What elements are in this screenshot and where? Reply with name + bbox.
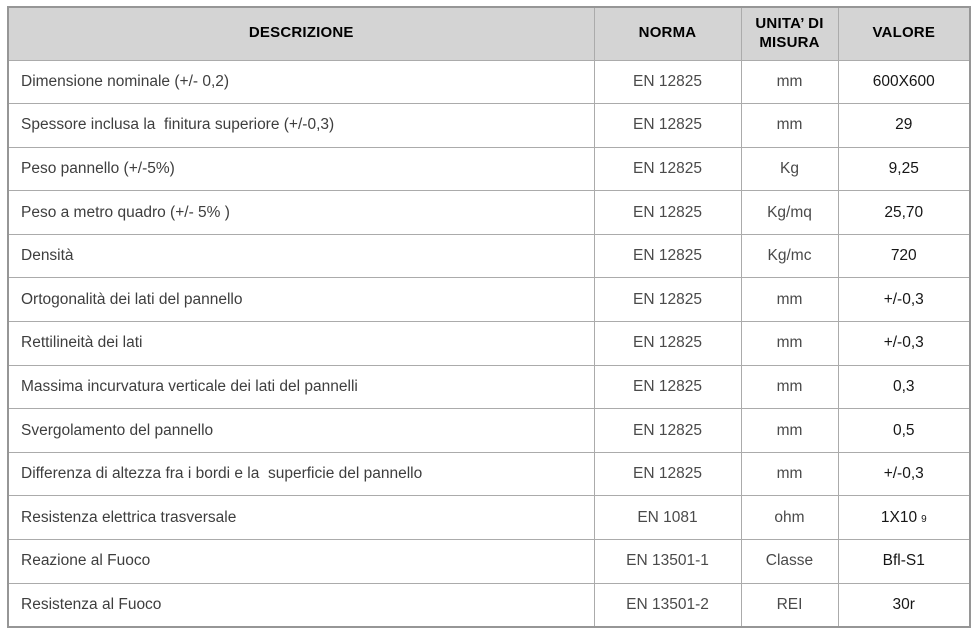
cell-unita: ohm [741,496,838,540]
cell-valore: 1X10 9 [838,496,970,540]
cell-descrizione: Peso pannello (+/-5%) [8,147,594,191]
cell-norma: EN 12825 [594,60,741,104]
cell-unita: mm [741,322,838,366]
table-row [8,322,970,366]
cell-unita: mm [741,104,838,148]
cell-valore: Bfl-S1 [838,540,970,584]
table-row [8,104,970,148]
header-descrizione: DESCRIZIONE [8,7,594,60]
cell-unita: REI [741,583,838,627]
cell-norma: EN 12825 [594,365,741,409]
cell-unita: mm [741,452,838,496]
cell-norma: EN 12825 [594,104,741,148]
cell-valore: 9,25 [838,147,970,191]
cell-descrizione: Rettilineità dei lati [8,322,594,366]
cell-valore: +/-0,3 [838,278,970,322]
cell-descrizione: Massima incurvatura verticale dei lati del pannelli [8,365,594,409]
cell-norma: EN 12825 [594,234,741,278]
table-row [8,583,970,627]
value-exponent: 9 [921,513,927,525]
cell-descrizione: Peso a metro quadro (+/- 5% ) [8,191,594,235]
header-unita-misura: UNITA’ DI MISURA [741,7,838,60]
cell-valore: +/-0,3 [838,322,970,366]
cell-norma: EN 12825 [594,191,741,235]
table-row [8,496,970,540]
cell-unita: mm [741,365,838,409]
cell-descrizione: Densità [8,234,594,278]
cell-descrizione: Dimensione nominale (+/- 0,2) [8,60,594,104]
table-row [8,278,970,322]
cell-descrizione: Ortogonalità dei lati del pannello [8,278,594,322]
cell-unita: mm [741,60,838,104]
cell-valore: 600X600 [838,60,970,104]
cell-descrizione: Differenza di altezza fra i bordi e la superficie del pannello [8,452,594,496]
cell-unita: Kg/mc [741,234,838,278]
cell-valore: 720 [838,234,970,278]
table-row [8,60,970,104]
cell-descrizione: Svergolamento del pannello [8,409,594,453]
table-row [8,147,970,191]
cell-valore: 0,3 [838,365,970,409]
table-row [8,365,970,409]
cell-norma: EN 13501-2 [594,583,741,627]
header-valore: VALORE [838,7,970,60]
spec-table [7,6,971,628]
cell-norma: EN 12825 [594,322,741,366]
cell-norma: EN 12825 [594,278,741,322]
header-norma: NORMA [594,7,741,60]
cell-descrizione: Reazione al Fuoco [8,540,594,584]
cell-norma: EN 1081 [594,496,741,540]
cell-unita: Kg [741,147,838,191]
cell-norma: EN 12825 [594,409,741,453]
cell-unita: Kg/mq [741,191,838,235]
cell-norma: EN 13501-1 [594,540,741,584]
cell-descrizione: Resistenza elettrica trasversale [8,496,594,540]
cell-norma: EN 12825 [594,452,741,496]
cell-descrizione: Resistenza al Fuoco [8,583,594,627]
cell-valore: 25,70 [838,191,970,235]
cell-valore: 29 [838,104,970,148]
table-body [8,60,970,627]
table-row [8,191,970,235]
cell-unita: mm [741,409,838,453]
cell-unita: Classe [741,540,838,584]
table-row [8,452,970,496]
table-row [8,540,970,584]
cell-valore: 30r [838,583,970,627]
cell-valore: +/-0,3 [838,452,970,496]
table-row [8,234,970,278]
table-header [8,7,970,60]
cell-descrizione: Spessore inclusa la finitura superiore (+/-0,3) [8,104,594,148]
cell-valore: 0,5 [838,409,970,453]
cell-unita: mm [741,278,838,322]
cell-norma: EN 12825 [594,147,741,191]
table-row [8,409,970,453]
header-row [8,7,970,60]
